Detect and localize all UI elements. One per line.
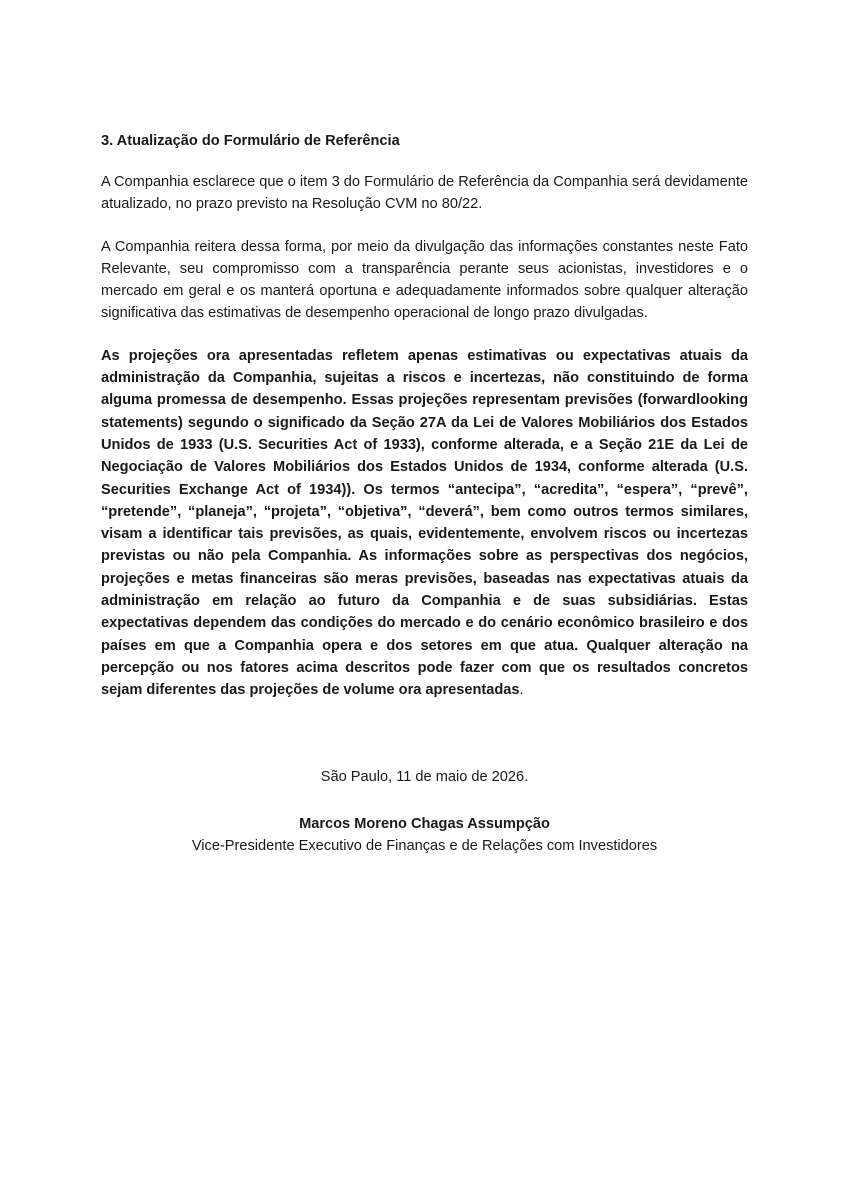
document-body (101, 130, 748, 722)
paragraph-form-update: A Companhia esclarece que o item 3 do Formulário de Referência da Companhia será devidamente atualizado, no prazo previsto na Resolução CVM no 80/22. (101, 174, 748, 213)
disclaimer-paragraph (101, 345, 748, 702)
signer-name: Marcos Moreno Chagas Assumpção (299, 816, 550, 832)
disclaimer-text: As projeções ora apresentadas refletem apenas estimativas ou expectativas atuais da administração da Companhia, sujeitas a riscos e incertezas, não constituindo de forma alguma promessa de desempenho. Essas projeções representam previsões (forwardlooking statements) segundo o significado da Seção 27A da Lei de Valores Mobiliários dos Estados Unidos de 1933 (U.S. Securities Act of 1933), conforme alterada, e a Seção 21E da Lei de Negociação de Valores Mobiliários dos Estados Unidos de 1934, conforme alterada (U.S. Securities Exchange Act of 1934)). Os termos “antecipa”, “acredita”, “espera”, “prevê”, “pretende”, “planeja”, “projeta”, “objetiva”, “deverá”, bem como outros termos similares, visam a identificar tais previsões, as quais, evidentemente, envolvem riscos ou incertezas previstas ou não pela Companhia. As informações sobre as perspectivas dos negócios, projeções e metas financeiras são meras previsões, baseadas nas expectativas atuais da administração em relação ao futuro da Companhia e de suas subsidiárias. Estas expectativas dependem das condições do mercado e do cenário econômico brasileiro e dos países em que a Companhia opera e dos setores em que atua. Qualquer alteração na percepção ou nos fatores acima descritos pode fazer com que os resultados concretos sejam diferentes das projeções de volume ora apresentadas (101, 347, 748, 699)
disclaimer-period: . (519, 682, 524, 699)
section-heading: 3. Atualização do Formulário de Referência (101, 133, 400, 149)
date-line: São Paulo, 11 de maio de 2026. (320, 769, 529, 785)
signer-title: Vice-Presidente Executivo de Finanças e de Relações com Investidores (191, 838, 658, 854)
paragraph-commitment: A Companhia reitera dessa forma, por meio da divulgação das informações constantes neste Fato Relevante, seu compromisso com a transparência perante seus acionistas, investidores e o mercado em geral e os manterá oportuna e adequadamente informados sobre qualquer alteração significativa das estimativas de desempenho operacional de longo prazo divulgadas. (101, 238, 748, 322)
